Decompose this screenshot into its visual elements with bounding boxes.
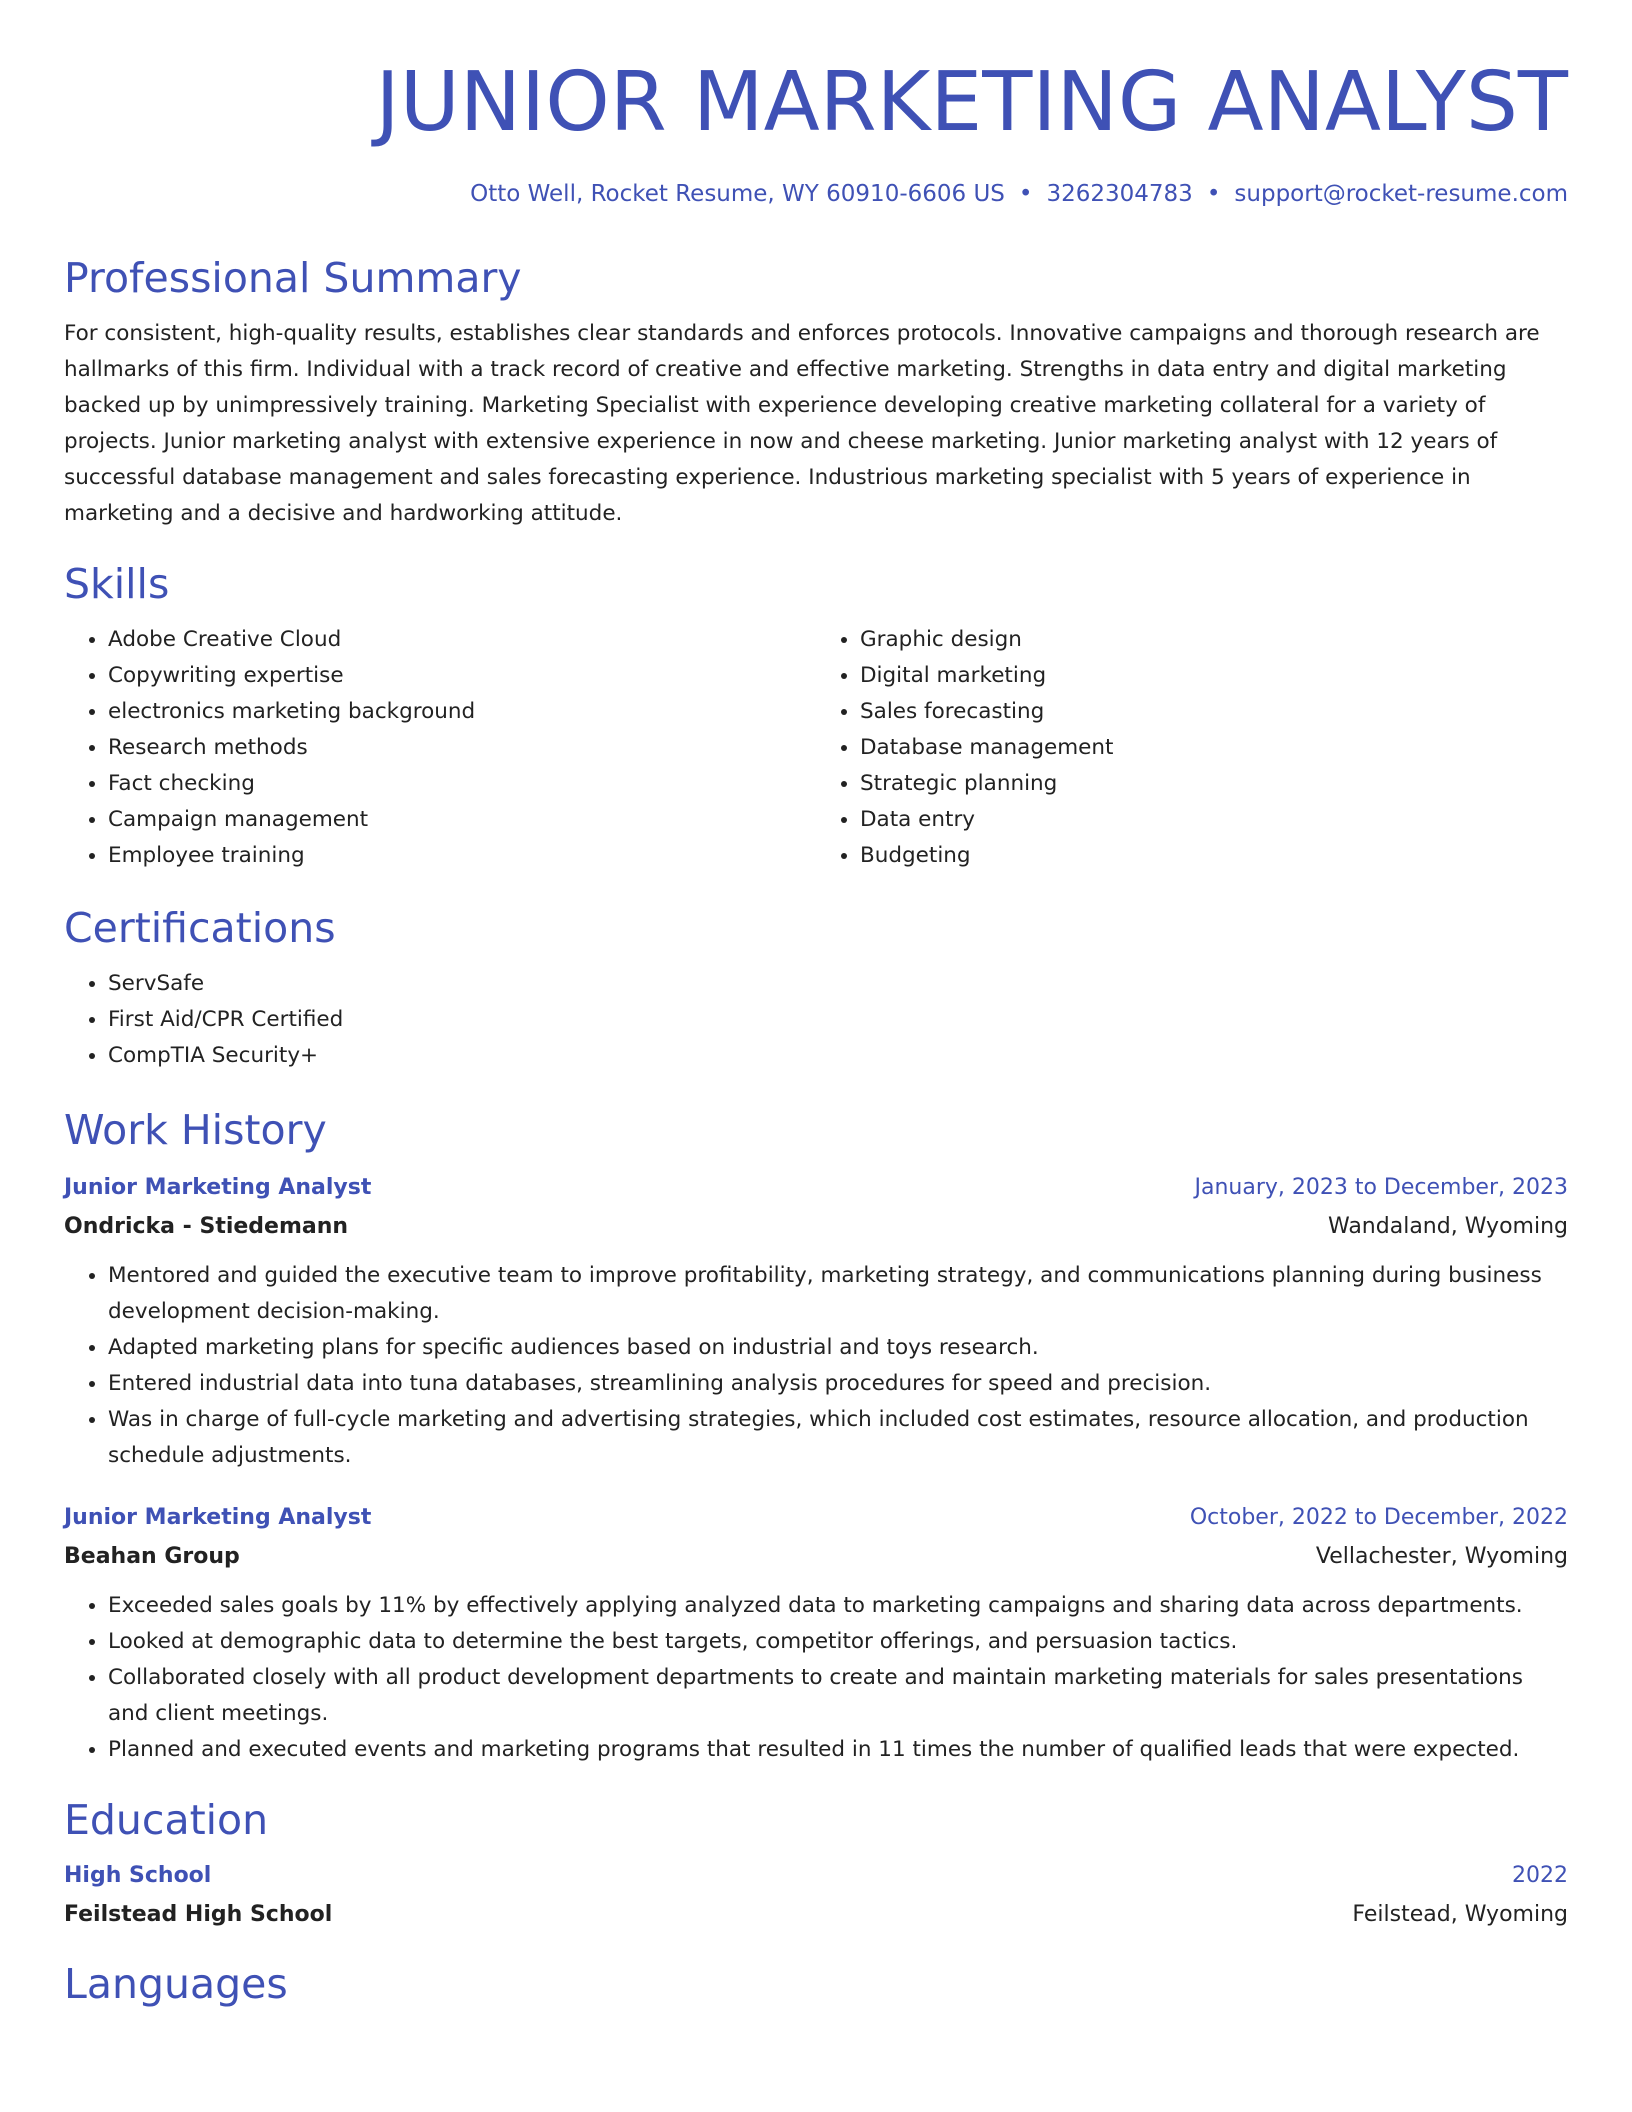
languages-heading: Languages bbox=[64, 1960, 288, 2008]
contact-separator: • bbox=[1206, 181, 1221, 207]
education-entry bbox=[64, 1856, 1568, 1934]
job-bullet: • Mentored and guided the executive team to improve profitability, marketing strategy, and communications planning during business development decision-making. bbox=[108, 1258, 1568, 1330]
skill-item: • Employee training bbox=[108, 838, 816, 874]
skill-item: • Graphic design bbox=[860, 622, 1568, 658]
job-entry bbox=[64, 1498, 1568, 1768]
job-bullet: • Exceeded sales goals by 11% by effectively applying analyzed data to marketing campaigns and sharing data across departments. bbox=[108, 1588, 1568, 1624]
skill-item: • Digital marketing bbox=[860, 658, 1568, 694]
job-dates: January, 2023 to December, 2023 bbox=[1194, 1175, 1568, 1200]
skills-heading: Skills bbox=[64, 560, 170, 608]
job-company-row bbox=[64, 1538, 1568, 1576]
education-school-row bbox=[64, 1896, 1568, 1934]
skill-item: • Strategic planning bbox=[860, 766, 1568, 802]
skills-section bbox=[64, 558, 1568, 874]
summary-heading: Professional Summary bbox=[64, 254, 522, 302]
job-bullets bbox=[64, 1258, 1568, 1474]
job-company: Beahan Group bbox=[64, 1544, 240, 1569]
skill-item: • Research methods bbox=[108, 730, 816, 766]
skill-item: • Campaign management bbox=[108, 802, 816, 838]
languages-section bbox=[64, 1958, 1568, 2010]
resume-title: JUNIOR MARKETING ANALYST bbox=[375, 55, 1568, 150]
job-bullets bbox=[64, 1588, 1568, 1768]
job-company: Ondricka - Stiedemann bbox=[64, 1214, 349, 1239]
job-bullet: • Collaborated closely with all product development departments to create and maintain marketing materials for sales presentations and client meetings. bbox=[108, 1660, 1568, 1732]
job-role: Junior Marketing Analyst bbox=[64, 1175, 372, 1200]
skill-item: • Copywriting expertise bbox=[108, 658, 816, 694]
job-location: Vellachester, Wyoming bbox=[1315, 1544, 1568, 1569]
job-title-row bbox=[64, 1168, 1568, 1208]
job-bullet: • Entered industrial data into tuna databases, streamlining analysis procedures for speed and precision. bbox=[108, 1366, 1568, 1402]
skill-item: • electronics marketing background bbox=[108, 694, 816, 730]
certification-item: • ServSafe bbox=[108, 966, 1568, 1002]
resume-page bbox=[64, 48, 1568, 2010]
job-bullet: • Looked at demographic data to determine the best targets, competitor offerings, and persuasion tactics. bbox=[108, 1624, 1568, 1660]
skills-list-left bbox=[64, 622, 816, 874]
contact-email: support@rocket-resume.com bbox=[1234, 181, 1568, 207]
skill-item: • Budgeting bbox=[860, 838, 1568, 874]
skill-item: • Database management bbox=[860, 730, 1568, 766]
contact-separator: • bbox=[1018, 181, 1033, 207]
education-year: 2022 bbox=[1512, 1863, 1568, 1888]
contact-address: Otto Well, Rocket Resume, WY 60910-6606 US bbox=[470, 181, 1005, 207]
job-bullet: • Was in charge of full-cycle marketing and advertising strategies, which included cost estimates, resource allocation, and production schedule adjustments. bbox=[108, 1402, 1568, 1474]
skill-item: • Data entry bbox=[860, 802, 1568, 838]
job-role: Junior Marketing Analyst bbox=[64, 1505, 372, 1530]
education-degree-row bbox=[64, 1856, 1568, 1896]
job-location: Wandaland, Wyoming bbox=[1327, 1214, 1568, 1239]
job-company-row bbox=[64, 1208, 1568, 1246]
work-history-section bbox=[64, 1104, 1568, 1768]
contact-line bbox=[64, 178, 1568, 210]
skill-item: • Fact checking bbox=[108, 766, 816, 802]
education-location: Feilstead, Wyoming bbox=[1352, 1902, 1568, 1927]
job-dates: October, 2022 to December, 2022 bbox=[1189, 1505, 1568, 1530]
skills-list-right bbox=[816, 622, 1568, 874]
work-history-heading: Work History bbox=[64, 1106, 327, 1154]
education-section bbox=[64, 1794, 1568, 1934]
skills-columns bbox=[64, 622, 1568, 874]
certification-item: • First Aid/CPR Certified bbox=[108, 1002, 1568, 1038]
certification-item: • CompTIA Security+ bbox=[108, 1038, 1568, 1074]
education-degree: High School bbox=[64, 1863, 212, 1888]
job-title-row bbox=[64, 1498, 1568, 1538]
job-bullet: • Planned and executed events and marketing programs that resulted in 11 times the number of qualified leads that were expected. bbox=[108, 1732, 1568, 1768]
contact-phone: 3262304783 bbox=[1046, 181, 1193, 207]
job-bullet: • Adapted marketing plans for specific audiences based on industrial and toys research. bbox=[108, 1330, 1568, 1366]
summary-text: For consistent, high-quality results, establishes clear standards and enforces protocols. Innovative campaigns and thorough research are hallmarks of this firm. Individual with a track record of creative and effective marketing. Strengths in data entry and digital marketing backed up by unimpressively training. Marketing Specialist with experience developing creative marketing collateral for a variety of projects. Junior marketing analyst with extensive experience in now and cheese marketing. Junior marketing analyst with 12 years of successful database management and sales forecasting experience. Industrious marketing specialist with 5 years of experience in marketing and a decisive and hardworking attitude. bbox=[64, 321, 1540, 526]
education-heading: Education bbox=[64, 1796, 269, 1844]
certifications-heading: Certifications bbox=[64, 904, 336, 952]
skill-item: • Sales forecasting bbox=[860, 694, 1568, 730]
certifications-list bbox=[64, 966, 1568, 1074]
skill-item: • Adobe Creative Cloud bbox=[108, 622, 816, 658]
certifications-section bbox=[64, 902, 1568, 1074]
job-entry bbox=[64, 1168, 1568, 1474]
education-school: Feilstead High School bbox=[64, 1902, 333, 1927]
summary-section bbox=[64, 252, 1568, 532]
